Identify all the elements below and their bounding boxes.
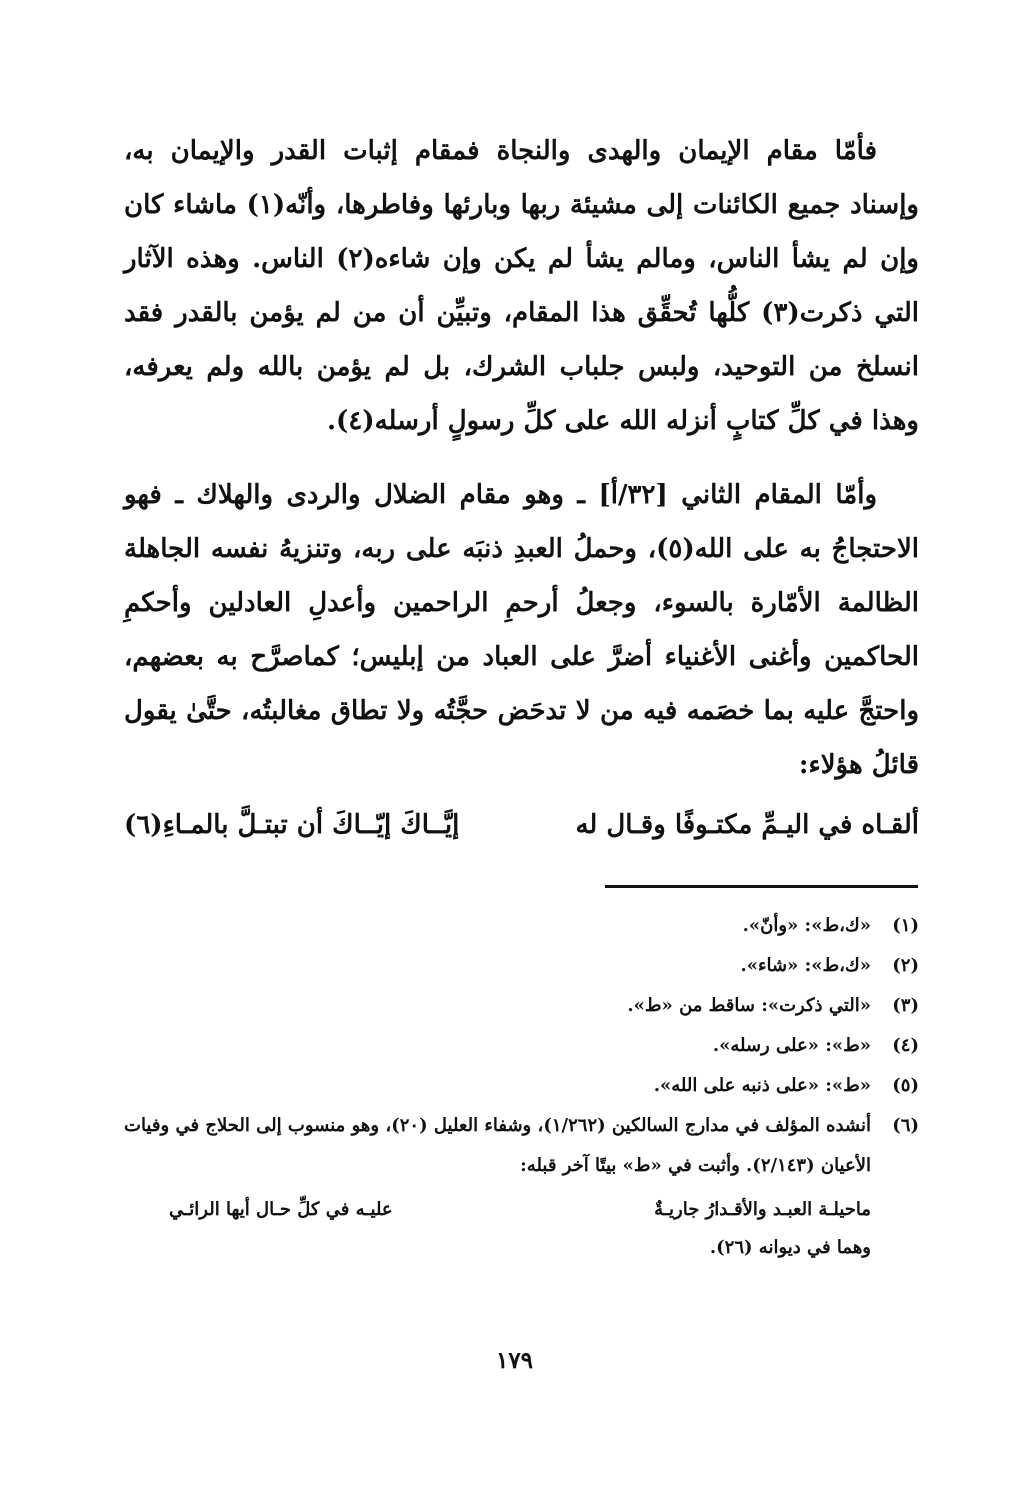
footnote-text: «ك،ط»: «شاء». — [740, 955, 871, 976]
footnote-4 — [124, 1026, 919, 1066]
footnote-number: (٤) — [892, 1035, 919, 1056]
footnotes — [124, 906, 919, 1268]
footnote-text: «ط»: «على ذنبه على الله». — [653, 1075, 871, 1096]
footnote-3 — [124, 986, 919, 1026]
footnote-number: (٥) — [892, 1075, 919, 1096]
page-number: ١٧٩ — [495, 1347, 534, 1374]
footnote-text: «التي ذكرت»: ساقط من «ط». — [627, 995, 871, 1016]
footnote-verse-second: عليـه في كلِّ حـال أيها الرائـي — [169, 1199, 393, 1220]
footnote-text: أنشده المؤلف في مدارج السالكين (١/٢٦٢)، وشفاء العليل (٢٠)، وهو منسوب إلى الحلاج في وفيات الأعيان (٢/١٤٣). وأثبت في «ط» بيتًا آخر قبله: — [124, 1115, 871, 1176]
footnote-verse-first: ماحيلـة العبـد والأقـدارُ جاريـةٌ — [654, 1199, 871, 1220]
paragraph-iman: فأمّا مقام الإيمان والهدى والنجاة فمقام إثبات القدر والإيمان به، وإسناد جميع الكائنات إلى مشيئة ربها وبارئها وفاطرها، وأنّه(١) ماشاء كان وإن لم يشأ الناس، ومالم يشأ لم يكن وإن شاءه(٢) الناس. وهذه الآثار التي ذكرت(٣) كلُّها تُحقِّق هذا المقام، وتبيِّن أن من لم يؤمن بالقدر فقد انسلخ من التوحيد، ولبس جلباب الشرك، بل لم يؤمن بالله ولم يعرفه، وهذا في كلِّ كتابٍ أنزله الله على كلِّ رسولٍ أرسله(٤). — [124, 136, 920, 436]
footnote-5 — [124, 1066, 919, 1106]
footnote-number: (٦) — [892, 1115, 919, 1136]
footnote-1 — [124, 906, 919, 946]
footnote-number: (٢) — [892, 955, 919, 976]
verse-first-hemistich: ألقـاه في اليـمِّ مكتـوفًا وقـال له — [575, 810, 919, 840]
paragraph-second-station: وأمّا المقام الثاني [٣٢/أ] ـ وهو مقام الضلال والردى والهلاك ـ فهو الاحتجاجُ به على الله(٥)، وحملُ العبدِ ذنبَه على ربه، وتنزيهُ نفسه الجاهلة الظالمة الأمّارة بالسوء، وجعلُ أرحمِ الراحمين وأعدلِ العادلين وأحكمِ الحاكمين وأغنى الأغنياء أضرَّ على العباد من إبليس؛ كماصرَّح به بعضهم، واحتجَّ عليه بما خصَمه فيه من لا تدحَض حجَّتُه ولا تطاق مغالبتُه، حتَّىٰ يقول قائلُ هؤلاء: — [124, 480, 919, 780]
footnote-number: (١) — [892, 915, 919, 936]
main-text — [124, 124, 919, 792]
footnote-number: (٣) — [892, 995, 919, 1016]
footnote-verse — [124, 1192, 871, 1228]
footnote-text: «ك،ط»: «وأنّ». — [742, 915, 871, 936]
verse-second-hemistich: إيَّــاكَ إيّــاكَ أن تبتـلَّ بالمـاءِ(٦) — [124, 810, 460, 840]
quoted-verse — [124, 800, 919, 850]
footnote-divider — [605, 885, 918, 888]
footnote-extra-note: وهما في ديوانه (٢٦). — [709, 1237, 871, 1258]
footnote-6 — [124, 1106, 919, 1186]
footnote-2 — [124, 946, 919, 986]
footnote-text: «ط»: «على رسله». — [712, 1035, 871, 1056]
